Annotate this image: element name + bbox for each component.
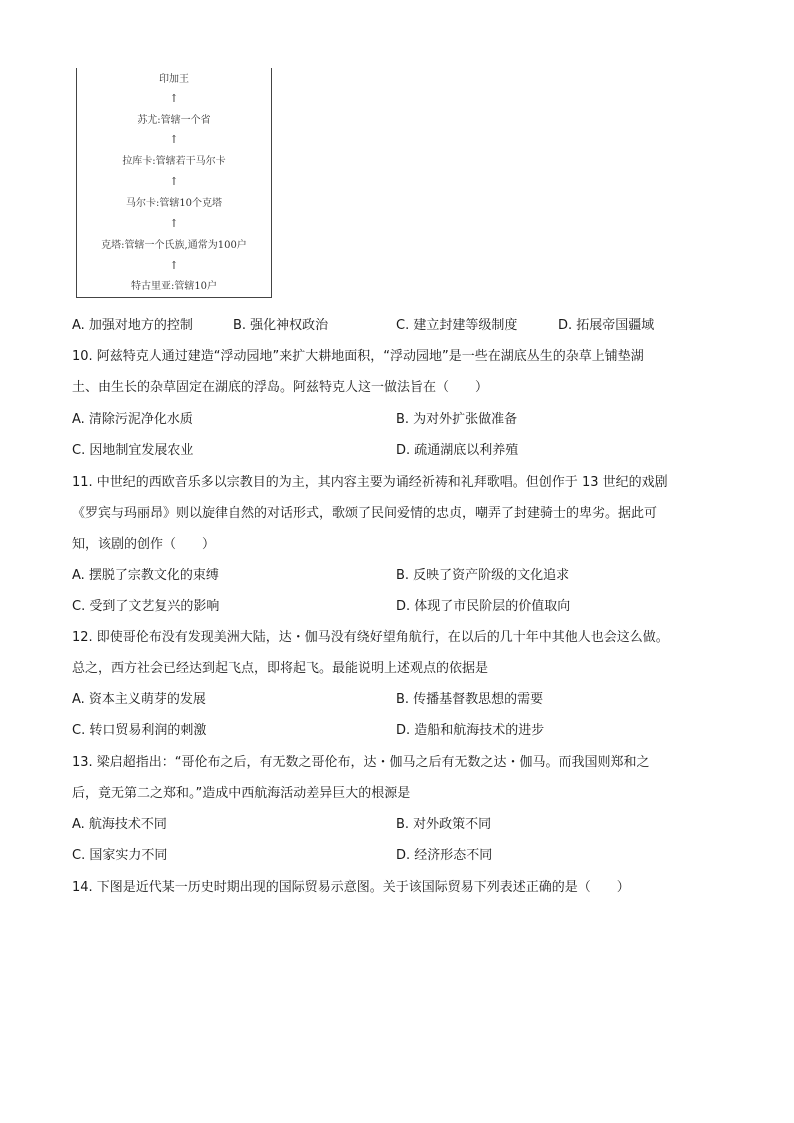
diagram-node-laku: 拉库卡:管辖若干马尔卡 [122,156,226,167]
q11-option-d[interactable]: D. 体现了市民阶层的价值取向 [396,599,571,614]
q13-option-c[interactable]: C. 国家实力不同 [72,848,168,863]
q11-stem-line-2: 《罗宾与玛丽昂》则以旋律自然的对话形式，歌颂了民间爱情的忠贞，嘲弄了封建骑士的卑劣。据此可 [72,506,658,521]
q10-stem-line-2: 土、由生长的杂草固定在湖底的浮岛。阿兹特克人这一做法旨在（ ） [72,380,489,395]
up-arrow-icon: ↑ [169,175,179,188]
q10-option-d[interactable]: D. 疏通湖底以利养殖 [396,443,519,458]
q9-option-c[interactable]: C. 建立封建等级制度 [396,318,518,333]
q10-option-a[interactable]: A. 清除污泥净化水质 [72,412,193,427]
q12-option-a[interactable]: A. 资本主义萌芽的发展 [72,692,206,707]
q12-option-d[interactable]: D. 造船和航海技术的进步 [396,723,545,738]
q13-option-d[interactable]: D. 经济形态不同 [396,848,493,863]
diagram-node-marka: 马尔卡:管辖10个克塔 [125,198,223,209]
q13-option-b[interactable]: B. 对外政策不同 [396,817,492,832]
q9-option-d[interactable]: D. 拓展帝国疆域 [558,318,655,333]
q12-stem-line-1: 12. 即使哥伦布没有发现美洲大陆，达・伽马没有绕好望角航行，在以后的几十年中其他人也会这么做。 [72,630,669,645]
diagram-node-king: 印加王 [159,74,189,85]
q11-option-b[interactable]: B. 反映了资产阶级的文化追求 [396,568,570,583]
diagram-node-suyu: 苏尤:管辖一个省 [137,115,211,126]
q9-option-a[interactable]: A. 加强对地方的控制 [72,318,193,333]
q12-stem-line-2: 总之，西方社会已经达到起飞点，即将起飞。最能说明上述观点的依据是 [72,661,489,676]
q13-stem-line-2: 后，竟无第二之郑和。”造成中西航海活动差异巨大的根源是 [72,786,411,801]
up-arrow-icon: ↑ [169,133,179,146]
q10-option-c[interactable]: C. 因地制宜发展农业 [72,443,194,458]
q12-option-b[interactable]: B. 传播基督教思想的需要 [396,692,544,707]
inca-hierarchy-diagram [76,68,272,298]
q14-stem-line-1: 14. 下图是近代某一历史时期出现的国际贸易示意图。关于该国际贸易下列表述正确的是（ ） [72,880,630,895]
diagram-node-keta: 克塔:管辖一个氏族,通常为100户 [101,240,247,251]
diagram-node-teguli: 特古里亚:管辖10户 [130,281,218,292]
q10-stem-line-1: 10. 阿兹特克人通过建造“浮动园地”来扩大耕地面积，“浮动园地”是一些在湖底丛生的杂草上铺垫湖 [72,349,644,364]
q10-option-b[interactable]: B. 为对外扩张做准备 [396,412,518,427]
q12-option-c[interactable]: C. 转口贸易利润的刺激 [72,723,207,738]
q13-stem-line-1: 13. 梁启超指出：“哥伦布之后，有无数之哥伦布，达・伽马之后有无数之达・伽马。而我国则郑和之 [72,755,650,770]
up-arrow-icon: ↑ [169,92,179,105]
q13-option-a[interactable]: A. 航海技术不同 [72,817,167,832]
up-arrow-icon: ↑ [169,217,179,230]
up-arrow-icon: ↑ [169,259,179,272]
q11-stem-line-3: 知，该剧的创作（ ） [72,537,216,552]
q11-option-a[interactable]: A. 摆脱了宗教文化的束缚 [72,568,219,583]
q9-option-b[interactable]: B. 强化神权政治 [233,318,329,333]
q11-stem-line-1: 11. 中世纪的西欧音乐多以宗教目的为主，其内容主要为诵经祈祷和礼拜歌唱。但创作于 13 世纪的戏剧 [72,475,668,490]
q11-option-c[interactable]: C. 受到了文艺复兴的影响 [72,599,220,614]
